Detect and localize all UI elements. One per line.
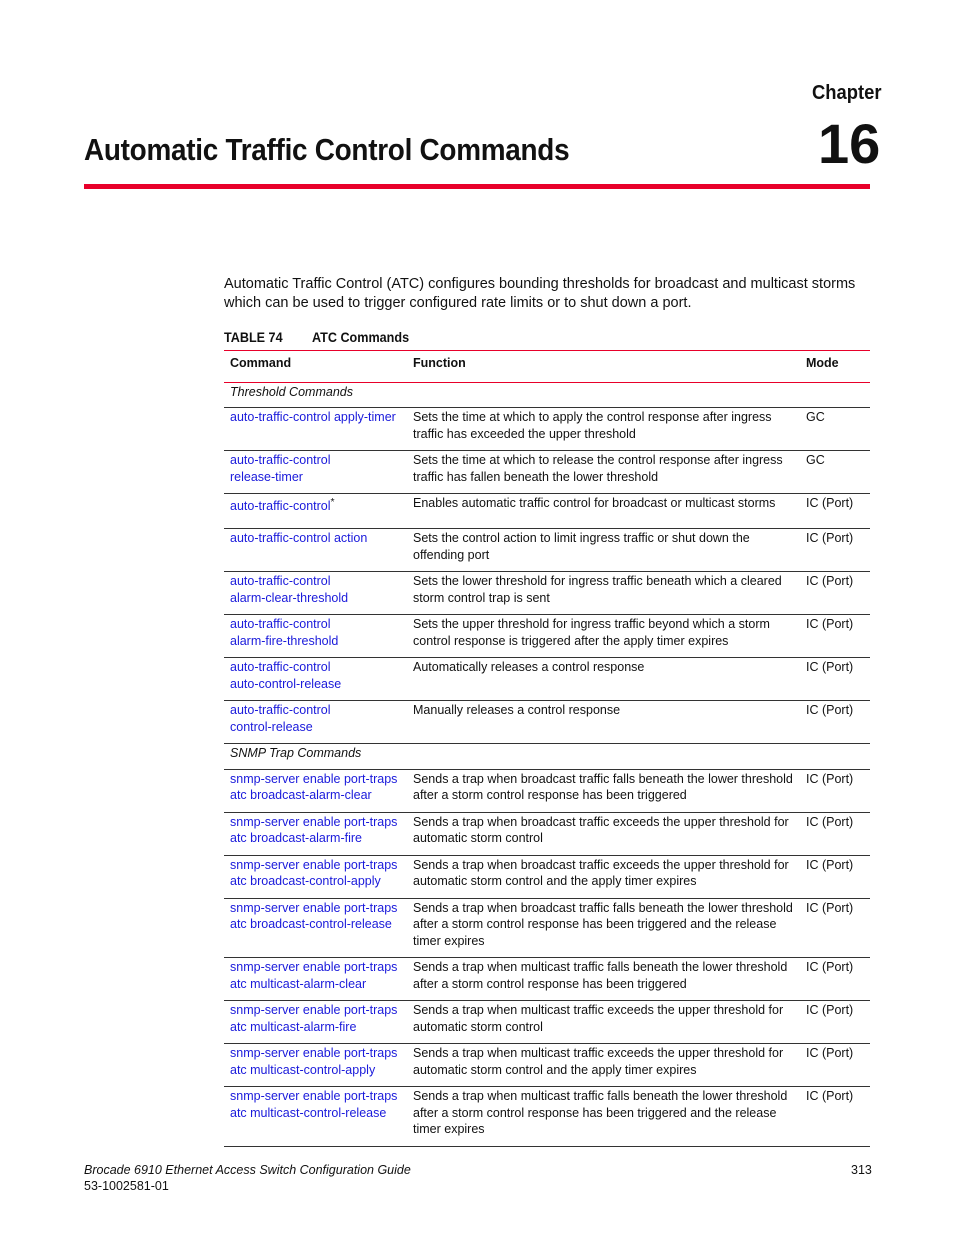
intro-paragraph: Automatic Traffic Control (ATC) configures bounding thresholds for broadcast and multicast storms which can be used to trigger configured rate limits or to shut down a port. <box>224 276 856 311</box>
function-cell: Sends a trap when multicast traffic exceeds the upper threshold for automatic storm control <box>407 1001 800 1044</box>
function-cell: Sets the control action to limit ingress traffic or shut down the offending port <box>407 529 800 572</box>
function-cell: Automatically releases a control response <box>407 658 800 701</box>
table-row <box>224 958 870 1001</box>
command-cell <box>224 855 407 898</box>
mode-cell: IC (Port) <box>800 898 870 958</box>
footer-doc-number: 53-1002581-01 <box>84 1179 169 1193</box>
column-header-mode: Mode <box>806 356 839 370</box>
command-link[interactable]: auto-traffic-control <box>230 453 331 467</box>
command-link[interactable]: alarm-fire-threshold <box>230 633 339 648</box>
command-link[interactable]: auto-traffic-control <box>230 660 331 674</box>
mode-cell: IC (Port) <box>800 958 870 1001</box>
function-cell: Sends a trap when broadcast traffic falls beneath the lower threshold after a storm control response has been triggered and the release timer expires <box>407 898 800 958</box>
table-caption-number: TABLE 74 <box>224 329 283 345</box>
command-link[interactable]: atc multicast-alarm-fire <box>230 1019 357 1034</box>
section-row <box>224 382 870 408</box>
command-link[interactable]: atc broadcast-control-apply <box>230 874 381 888</box>
title-rule <box>84 184 870 189</box>
command-link[interactable]: alarm-clear-threshold <box>230 590 349 605</box>
mode-cell: IC (Port) <box>800 855 870 898</box>
mode-cell: IC (Port) <box>800 701 870 744</box>
function-cell: Sets the upper threshold for ingress traffic beyond which a storm control response is triggered after the apply timer expires <box>407 615 800 658</box>
function-cell: Sends a trap when multicast traffic falls beneath the lower threshold after a storm control response has been triggered <box>407 958 800 1001</box>
command-cell <box>224 769 407 812</box>
mode-cell: GC <box>800 408 870 451</box>
chapter-label: Chapter <box>812 82 882 104</box>
function-cell: Sends a trap when multicast traffic exceeds the upper threshold for automatic storm control and the apply timer expires <box>407 1044 800 1087</box>
section-row <box>224 744 870 770</box>
function-cell: Sends a trap when multicast traffic falls beneath the lower threshold after a storm control response has been triggered and the release timer expires <box>407 1087 800 1147</box>
function-cell: Sets the time at which to apply the control response after ingress traffic has exceeded the upper threshold <box>407 408 800 451</box>
table-row <box>224 408 870 451</box>
table-caption <box>224 329 420 345</box>
command-cell <box>224 812 407 855</box>
command-cell <box>224 1044 407 1087</box>
command-link[interactable]: release-timer <box>230 469 303 484</box>
command-link[interactable]: auto-control-release <box>230 676 342 691</box>
mode-cell: IC (Port) <box>800 658 870 701</box>
command-cell <box>224 701 407 744</box>
chapter-number: 16 <box>818 112 881 175</box>
command-link[interactable]: auto-traffic-control <box>230 574 331 588</box>
command-link[interactable]: snmp-server enable port-traps <box>230 857 398 872</box>
command-link[interactable]: snmp-server enable port-traps <box>230 771 398 786</box>
command-cell <box>224 494 407 529</box>
footer-guide-title: Brocade 6910 Ethernet Access Switch Configuration Guide <box>84 1163 411 1177</box>
table-row <box>224 529 870 572</box>
command-link[interactable]: snmp-server enable port-traps <box>230 900 398 915</box>
command-cell <box>224 958 407 1001</box>
function-cell: Sends a trap when broadcast traffic falls beneath the lower threshold after a storm control response has been triggered <box>407 769 800 812</box>
mode-cell: IC (Port) <box>800 572 870 615</box>
table-header-row <box>224 351 870 383</box>
command-cell <box>224 658 407 701</box>
function-cell: Sets the time at which to release the control response after ingress traffic has fallen beneath the lower threshold <box>407 451 800 494</box>
command-link[interactable]: auto-traffic-control <box>230 703 331 717</box>
mode-cell: IC (Port) <box>800 529 870 572</box>
command-cell <box>224 529 407 572</box>
table-row <box>224 658 870 701</box>
table-caption-name: ATC Commands <box>311 329 409 345</box>
command-link[interactable]: snmp-server enable port-traps <box>230 1003 398 1017</box>
table-row <box>224 1044 870 1087</box>
command-cell <box>224 1001 407 1044</box>
command-cell <box>224 615 407 658</box>
table-row <box>224 769 870 812</box>
command-cell <box>224 898 407 958</box>
table-row <box>224 898 870 958</box>
table-row <box>224 812 870 855</box>
command-link[interactable]: atc multicast-control-release <box>230 1105 387 1120</box>
command-cell <box>224 408 407 451</box>
table-row <box>224 1087 870 1147</box>
column-header-function: Function <box>413 356 466 370</box>
page-title: Automatic Traffic Control Commands <box>84 132 570 167</box>
command-link[interactable]: snmp-server enable port-traps <box>230 1046 398 1060</box>
mode-cell: IC (Port) <box>800 1087 870 1147</box>
function-cell: Sends a trap when broadcast traffic exceeds the upper threshold for automatic storm control <box>407 812 800 855</box>
command-link[interactable]: auto-traffic-control apply-timer <box>230 410 396 424</box>
command-link[interactable]: atc broadcast-alarm-clear <box>230 788 372 802</box>
command-link[interactable]: atc multicast-alarm-clear <box>230 976 367 991</box>
footnote-marker: * <box>330 497 335 508</box>
section-title: SNMP Trap Commands <box>224 744 870 770</box>
atc-commands-table <box>224 350 870 1147</box>
column-header-command: Command <box>230 356 292 370</box>
command-cell <box>224 451 407 494</box>
table-row <box>224 701 870 744</box>
mode-cell: IC (Port) <box>800 812 870 855</box>
command-link[interactable]: control-release <box>230 719 313 734</box>
table-row <box>224 451 870 494</box>
mode-cell: IC (Port) <box>800 769 870 812</box>
function-cell: Enables automatic traffic control for broadcast or multicast storms <box>407 494 800 529</box>
section-title: Threshold Commands <box>224 382 870 408</box>
mode-cell: GC <box>800 451 870 494</box>
function-cell: Manually releases a control response <box>407 701 800 744</box>
mode-cell: IC (Port) <box>800 615 870 658</box>
table-row <box>224 494 870 529</box>
mode-cell: IC (Port) <box>800 494 870 529</box>
command-link[interactable]: snmp-server enable port-traps <box>230 960 398 974</box>
table-row <box>224 572 870 615</box>
footer-page-number: 313 <box>851 1163 872 1177</box>
mode-cell: IC (Port) <box>800 1001 870 1044</box>
command-link[interactable]: snmp-server enable port-traps <box>230 814 398 829</box>
command-cell <box>224 1087 407 1147</box>
command-cell <box>224 572 407 615</box>
command-link[interactable]: atc broadcast-control-release <box>230 917 392 931</box>
function-cell: Sets the lower threshold for ingress traffic beneath which a cleared storm control trap is sent <box>407 572 800 615</box>
function-cell: Sends a trap when broadcast traffic exceeds the upper threshold for automatic storm control and the apply timer expires <box>407 855 800 898</box>
command-link[interactable]: atc broadcast-alarm-fire <box>230 831 362 845</box>
table-row <box>224 1001 870 1044</box>
command-link[interactable]: atc multicast-control-apply <box>230 1062 376 1077</box>
mode-cell: IC (Port) <box>800 1044 870 1087</box>
table-row <box>224 855 870 898</box>
command-link[interactable]: auto-traffic-control <box>230 499 331 514</box>
command-link[interactable]: auto-traffic-control action <box>230 531 368 545</box>
table-row <box>224 615 870 658</box>
command-link[interactable]: snmp-server enable port-traps <box>230 1089 398 1103</box>
command-link[interactable]: auto-traffic-control <box>230 617 331 631</box>
